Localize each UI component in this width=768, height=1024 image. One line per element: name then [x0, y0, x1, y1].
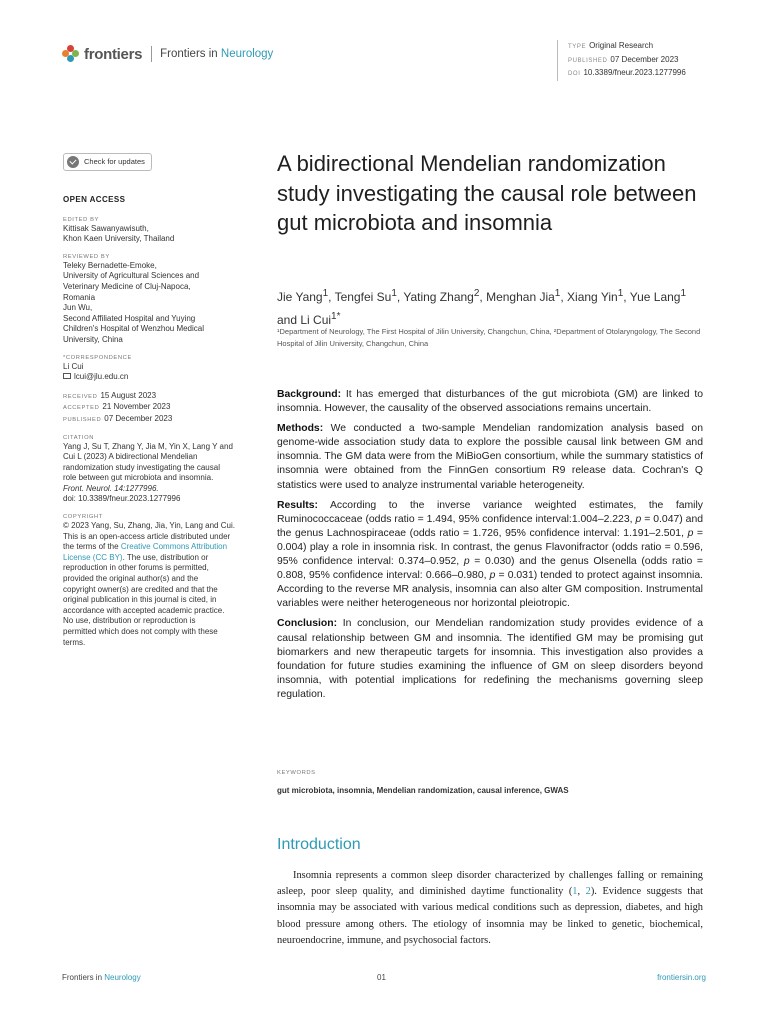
page-number: 01 [377, 973, 386, 982]
edited-by-line: Khon Kaen University, Thailand [63, 234, 175, 244]
methods-text: We conducted a two-sample Mendelian randomization analysis based on genome-wide association study data to explore the possible causal link between GM and insomnia. The GM data were from the MiBioGen consortium, while the summary statistics of insomnia were obtained from the FinnGen consortium R9 release data. Cochran's Q statistics were used to analyze instrumental variable heterogeneity. [277, 423, 703, 491]
cc-license-link-cont[interactable]: License (CC BY) [63, 552, 123, 562]
affiliations: ¹Department of Neurology, The First Hospital of Jilin University, Changchun, China, ²Department of Otolaryngology, The Second Hospital of Jilin University, Changchun, China [277, 327, 701, 348]
meta-type-label: TYPE [568, 44, 587, 50]
keywords-label: KEYWORDS [277, 770, 316, 776]
correspondence-name: Li Cui [63, 361, 84, 371]
results-text: According to the inverse variance weighted estimates, the family Ruminococcaceae (odds ratio = 1.494, 95% confidence interval:1.004–2.223, p = 0.047) and the genus Lachnospiraceae (odds ratio = 1.726, 95% confidence interval: 1.191–2.501, p = 0.004) play a role in insomnia risk. In contrast, the genus Flavonifractor (odds ratio = 0.596, 95% confidence interval: 0.374–0.952, p = 0.030) and the genus Olsenella (odds ratio = 0.808, 95% confidence interval: 0.666–0.980, p = 0.031) tended to protect against insomnia. According to the reverse MR analysis, insomnia can also alter GM composition. Instrumental variables were neither heterogeneous nor horizontal pleiotropic. [277, 499, 704, 610]
journal-prefix: Frontiers in [160, 48, 218, 60]
correspondence-email-row[interactable] [63, 372, 263, 383]
reviewer-line: Jun Wu, [63, 303, 93, 313]
background-text: It has emerged that disturbances of the gut microbiota (GM) are linked to insomnia. However, the causality of the observed associations remains uncertain. [277, 389, 703, 415]
accepted-value: 21 November 2023 [102, 402, 171, 412]
open-access-label: OPEN ACCESS [63, 195, 126, 204]
accepted-label: ACCEPTED [63, 405, 100, 412]
citation-line: Cui L (2023) A bidirectional Mendelian [63, 452, 198, 462]
reviewer-line: Teleky Bernadette-Emoke, [63, 260, 157, 270]
citation-line: Yang J, Su T, Zhang Y, Jia M, Yin X, Lang Y and [63, 441, 233, 451]
footer-journal-accent: Neurology [104, 973, 141, 982]
reviewer-line: Children's Hospital of Wenzhou Medical [63, 324, 205, 334]
reviewer-line: Romania [63, 292, 96, 302]
abstract-background [277, 388, 703, 416]
abstract-methods [277, 422, 703, 492]
introduction-paragraph: Insomnia represents a common sleep disorder characterized by challenges falling or remaining asleep, poor sleep quality, and diminished daytime functionality (1, 2). Evidence suggests that insomnia may be associated with various medical conditions such as depression, diabetes, and high blood pressure among others. The etiology of insomnia may be linked to genetic, biochemical, neuroendocrine, immune, and psychosocial factors. [277, 870, 703, 946]
citation-doi[interactable]: doi: 10.3389/fneur.2023.1277996 [63, 494, 181, 504]
abstract-conclusion [277, 617, 703, 702]
keywords: gut microbiota, insomnia, Mendelian randomization, causal inference, GWAS [277, 786, 569, 795]
footer-site-link[interactable]: frontiersin.org [657, 973, 706, 982]
copyright-label: COPYRIGHT [63, 514, 103, 521]
frontiers-logo-icon [62, 45, 80, 63]
correspondence-label: *CORRESPONDENCE [63, 354, 132, 361]
reviewer-line: University, China [63, 334, 123, 344]
article-dates [63, 391, 263, 426]
header-divider [151, 46, 152, 62]
reviewed-by-label: REVIEWED BY [63, 253, 110, 260]
reviewer-line: Veterinary Medicine of Cluj-Napoca, [63, 281, 191, 291]
published-value: 07 December 2023 [104, 413, 173, 423]
copyright-line: copyright owner(s) are credited and that the [63, 584, 218, 594]
edited-by-line: Kittisak Sawanyawisuth, [63, 223, 149, 233]
check-updates-label: Check for updates [84, 156, 145, 166]
copyright-line [63, 542, 263, 553]
cc-license-link[interactable]: Creative Commons Attribution [120, 542, 228, 552]
published-date [63, 414, 263, 426]
copyright-line: This is an open-access article distributed under [63, 531, 231, 541]
footer-journal-prefix: Frontiers in [62, 973, 103, 982]
meta-published-label: PUBLISHED [568, 57, 608, 64]
copyright-line [63, 553, 263, 564]
copyright-line: terms. [63, 637, 86, 647]
check-updates-icon [67, 156, 79, 168]
correspondence-email[interactable]: lcui@jlu.edu.cn [74, 372, 129, 382]
article-title: A bidirectional Mendelian randomization study investigating the causal role between gut microbiota and insomnia [277, 151, 697, 235]
citation [63, 442, 263, 506]
citation-line: randomization study investigating the causal [63, 462, 220, 472]
meta-type [568, 40, 686, 54]
copyright-line: permitted which does not comply with these [63, 627, 218, 636]
reviewer-line: University of Agricultural Sciences and [63, 271, 200, 281]
sidebar [63, 153, 263, 648]
edited-by-label: EDITED BY [63, 216, 100, 223]
envelope-icon [63, 373, 71, 379]
received-label: RECEIVED [63, 393, 98, 400]
footer-journal[interactable] [62, 973, 141, 982]
copyright-line: © 2023 Yang, Su, Zhang, Jia, Yin, Lang and Cui. [63, 521, 235, 531]
received-value: 15 August 2023 [100, 390, 157, 400]
conclusion-label: Conclusion: [277, 618, 338, 630]
meta-doi [568, 67, 686, 81]
copyright-post-link: . The use, distribution or [122, 552, 209, 562]
journal-accent: Neurology [220, 48, 274, 60]
published-label: PUBLISHED [63, 416, 102, 423]
methods-label: Methods: [277, 423, 324, 435]
meta-published-value: 07 December 2023 [610, 54, 679, 64]
reviewed-by [63, 261, 263, 346]
received-date [63, 391, 263, 403]
journal-name[interactable] [160, 48, 273, 60]
citation-label: CITATION [63, 434, 94, 441]
conclusion-text: In conclusion, our Mendelian randomization study provides evidence of a causal relationship between GM and insomnia. The identified GM may be promising gut biomarkers and new therapeutic targets for insomnia. This investigation also provides a foundation for future studies examining the influence of GM on sleep disorders beyond insomnia, with potential implications for redefining the mechanisms governing sleep regulation. [277, 618, 703, 700]
results-label: Results: [277, 499, 318, 511]
journal-header [62, 42, 273, 66]
edited-by [63, 224, 263, 245]
abstract [277, 388, 703, 708]
meta-type-value: Original Research [589, 41, 654, 50]
copyright-line: provided the original author(s) and the [63, 574, 199, 584]
copyright-line: reproduction in other forums is permitted, [63, 563, 209, 573]
copyright [63, 521, 263, 648]
copyright-line: original publication in this journal is cited, in [63, 595, 217, 605]
reviewer-line: Second Affiliated Hospital and Yuying [63, 313, 196, 323]
author-list: Jie Yang$^1$, Tengfei Su$^1$, Yating Zhang$^2$, Menghan Jia$^1$, Xiang Yin$^1$, Yue Lang$^1$ and Li Cui$^{1*}$ [277, 288, 687, 327]
article-meta [557, 40, 686, 81]
citation-line: role between gut microbiota and insomnia. [63, 473, 214, 483]
copyright-line: accordance with accepted academic practice. [63, 605, 225, 615]
correspondence [63, 362, 263, 383]
citation-line: Front. Neurol. 14:1277996. [63, 483, 159, 493]
accepted-date [63, 402, 263, 414]
introduction-heading: Introduction [277, 836, 361, 853]
check-for-updates-button[interactable] [63, 153, 152, 171]
brand-name: frontiers [84, 45, 143, 63]
meta-published [568, 54, 686, 68]
meta-doi-value[interactable]: 10.3389/fneur.2023.1277996 [583, 68, 686, 77]
copyright-line: No use, distribution or reproduction is [63, 616, 196, 626]
background-label: Background: [277, 389, 342, 400]
abstract-results [277, 499, 703, 612]
meta-doi-label: DOI [568, 71, 581, 77]
copyright-pre-link: the terms of the [63, 542, 121, 552]
